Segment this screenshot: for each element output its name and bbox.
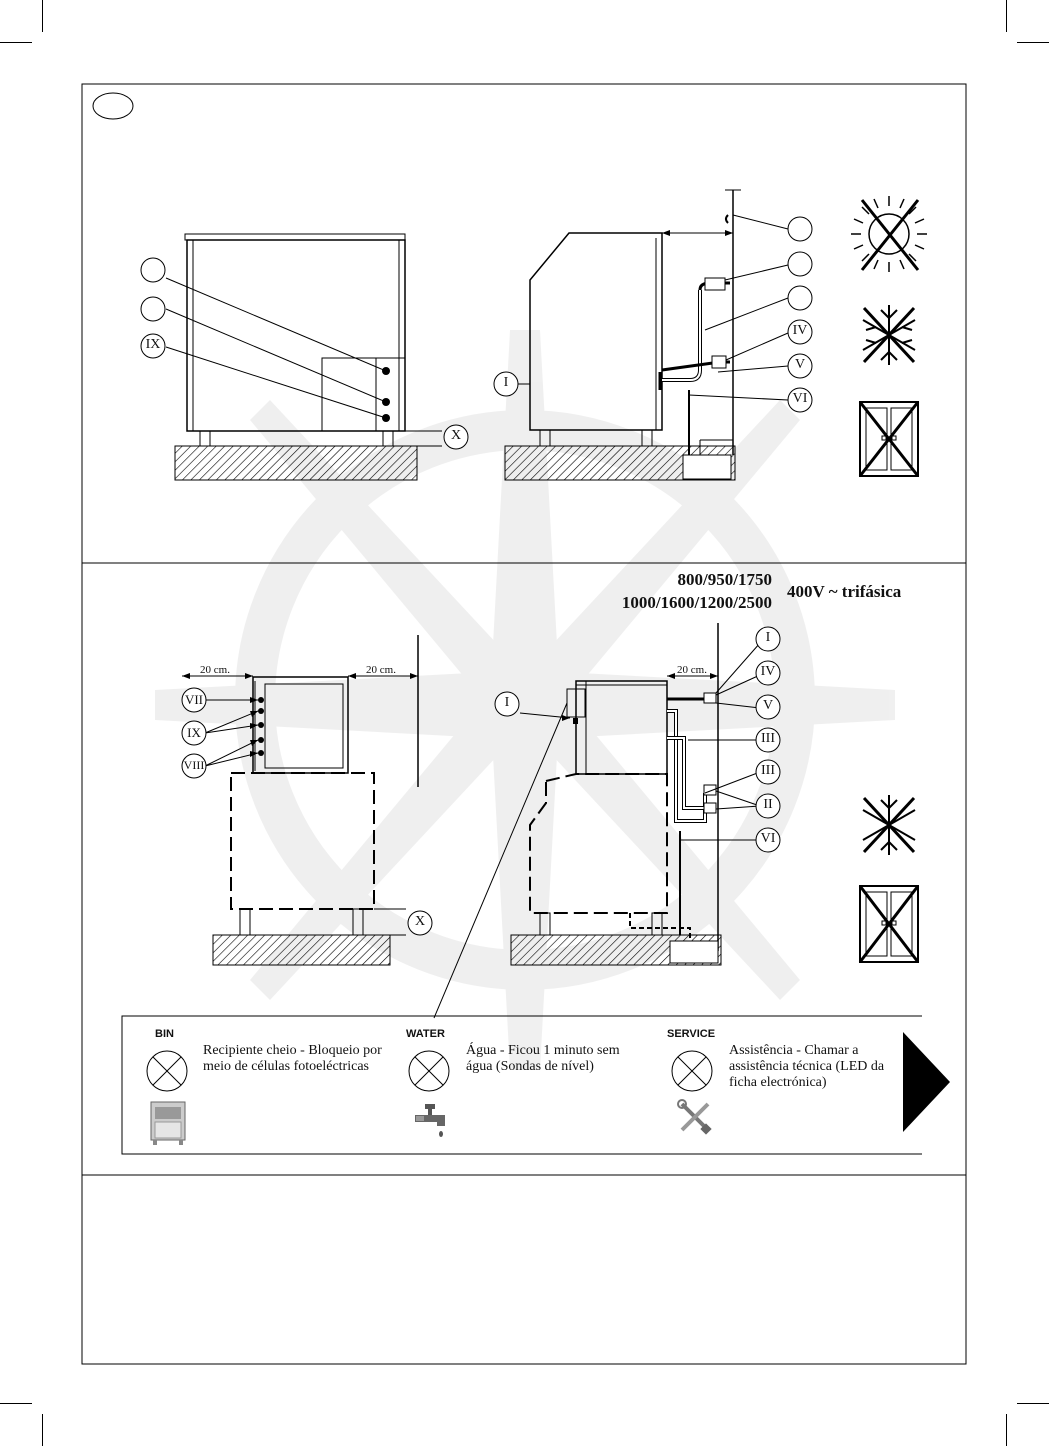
water-title: WATER — [406, 1028, 445, 1040]
dimension-left-a: 20 cm. — [200, 664, 230, 676]
callout-ii-label: II — [763, 797, 773, 812]
dimension-left-b: 20 cm. — [366, 664, 396, 676]
water-description: Água - Ficou 1 minuto sem água (Sondas de nível) — [466, 1043, 620, 1074]
callout-x-label: X — [450, 428, 462, 443]
water-tap-icon — [415, 1104, 445, 1137]
callout-iii-b-label: III — [761, 763, 775, 778]
no-open-window-icon — [860, 886, 918, 962]
callout-viii-label: VIII — [183, 758, 205, 772]
voltage-label: 400V ~ trifásica — [787, 582, 902, 601]
callout-iii-a-label: III — [761, 731, 775, 746]
callout-vi-label: VI — [760, 831, 776, 846]
service-title: SERVICE — [667, 1028, 716, 1040]
next-arrow-icon — [903, 1032, 950, 1132]
model-list-line2: 1000/1600/1200/2500 — [621, 593, 772, 612]
callout-v-label: V — [762, 698, 774, 713]
bin-lamp-icon — [147, 1051, 187, 1091]
callout-vii-label: VII — [184, 692, 204, 707]
callout-i-right-label: I — [765, 630, 771, 645]
wrench-screwdriver-icon — [678, 1100, 712, 1135]
bin-title: BIN — [155, 1028, 174, 1040]
water-lamp-icon — [409, 1051, 449, 1091]
dimension-right: 20 cm. — [677, 664, 707, 676]
no-open-window-icon — [860, 402, 918, 476]
callout-x-label: X — [414, 914, 426, 929]
machine-front-view-top — [0, 0, 1049, 563]
callout-ix-label: IX — [145, 337, 161, 352]
callout-i-left-label: I — [504, 695, 510, 710]
callout-i-label: I — [503, 375, 509, 390]
service-lamp-icon — [672, 1051, 712, 1091]
callout-ix-label: IX — [187, 725, 201, 740]
no-frost-icon — [863, 305, 915, 365]
callout-iv-label: IV — [760, 664, 776, 679]
model-list-line1: 800/950/1750 — [677, 570, 772, 589]
bin-description: Recipiente cheio - Bloqueio por meio de células fotoeléctricas — [203, 1043, 382, 1074]
callout-iv-label: IV — [792, 323, 808, 338]
no-sun-icon — [851, 196, 927, 272]
ice-machine-icon — [151, 1102, 185, 1145]
service-description: Assistência - Chamar a assistência técnica (LED da ficha electrónica) — [729, 1043, 885, 1090]
no-frost-icon — [863, 795, 915, 855]
callout-vi-label: VI — [792, 391, 808, 406]
callout-v-label: V — [794, 357, 806, 372]
